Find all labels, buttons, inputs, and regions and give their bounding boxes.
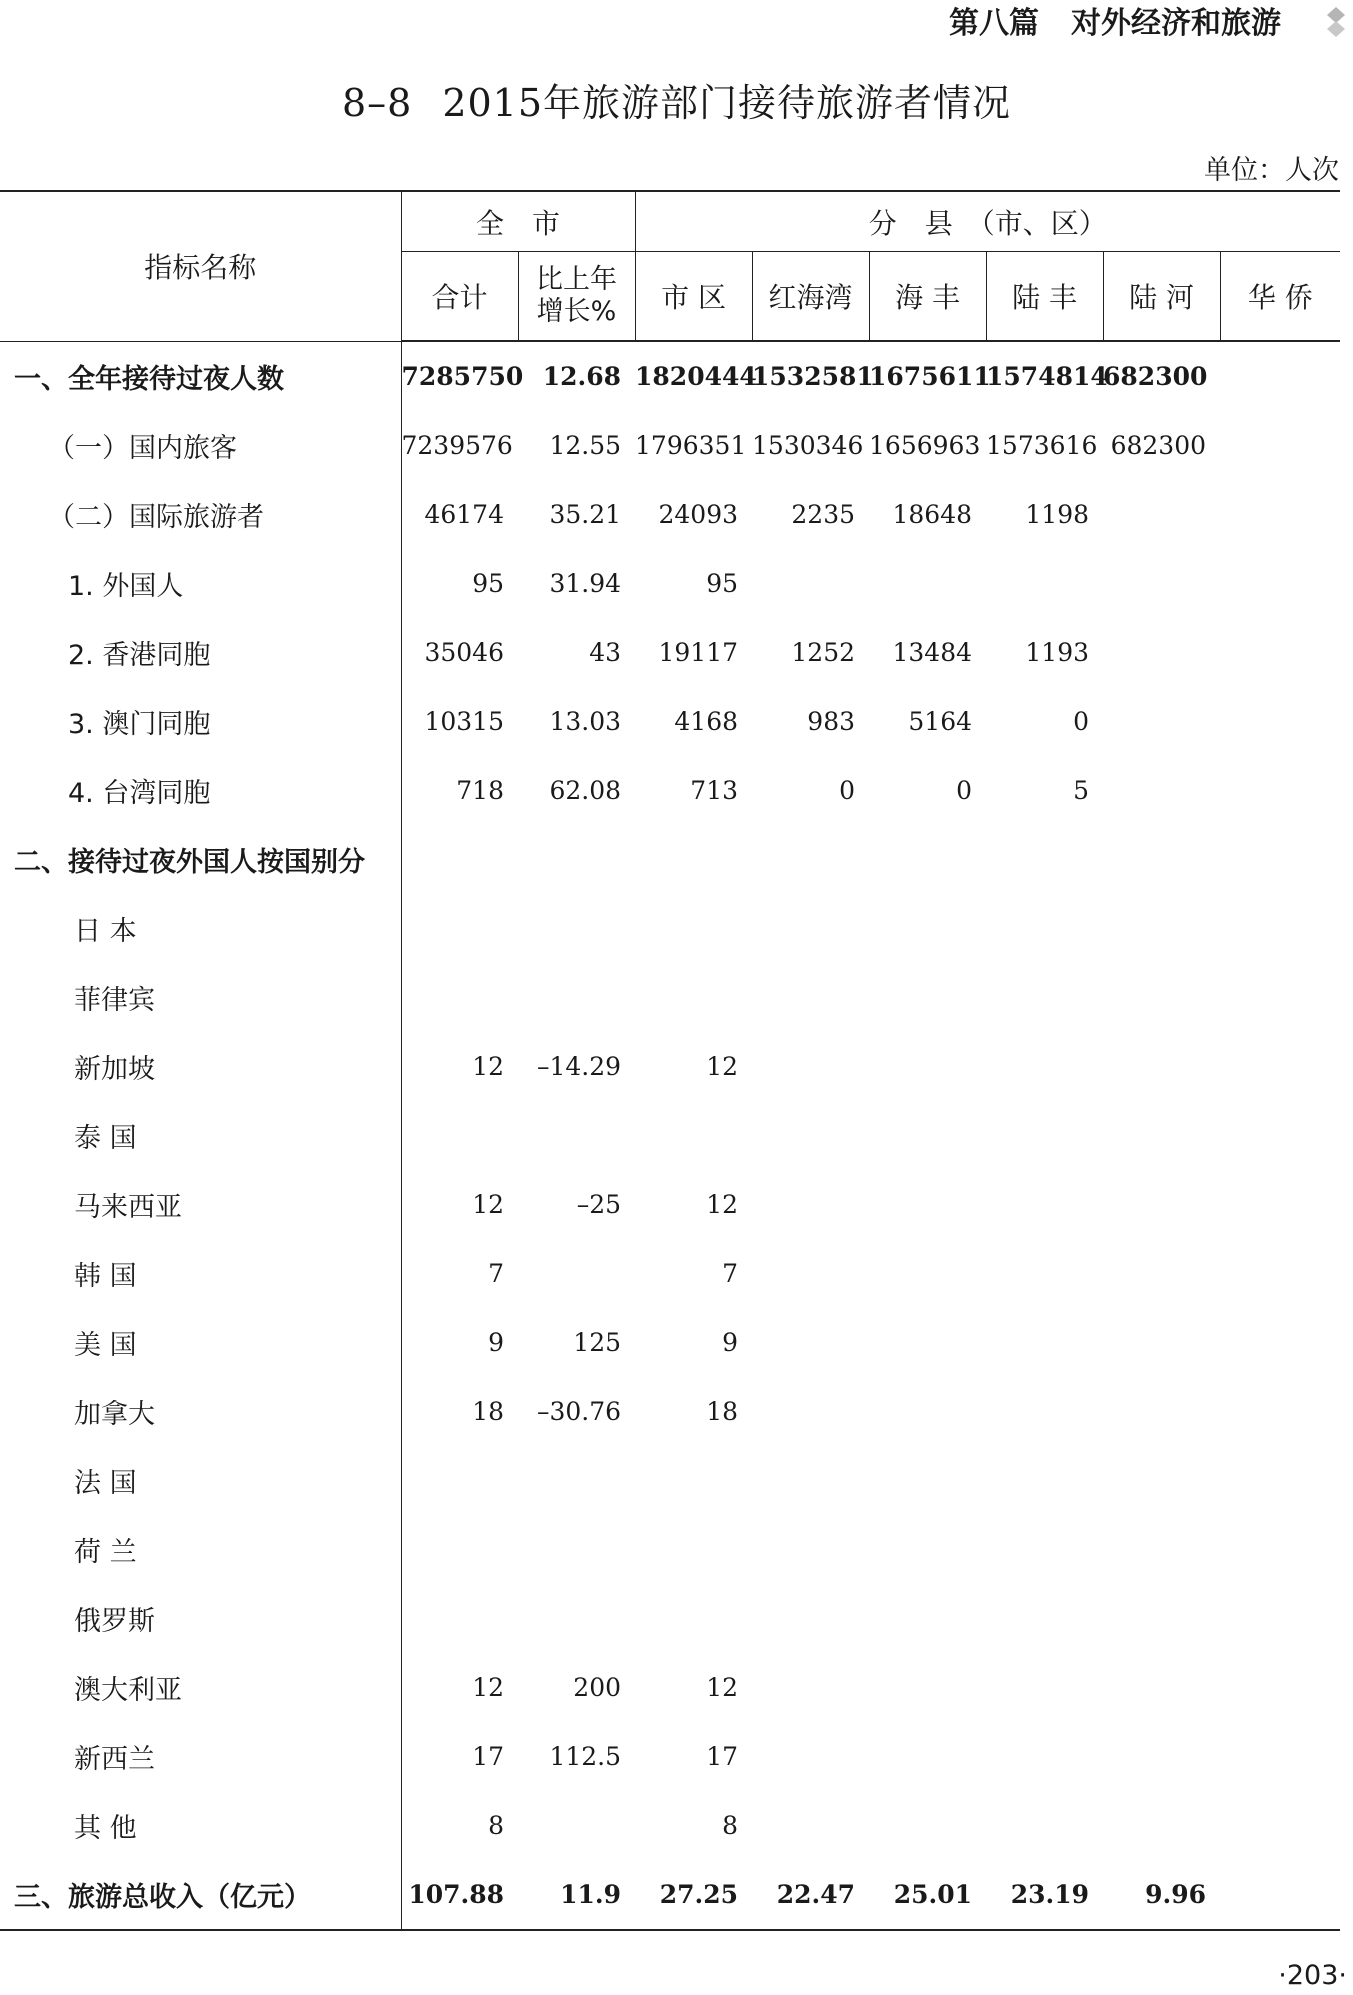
- table-cell: 1820444: [635, 362, 757, 391]
- table-cell: 31.94: [549, 569, 622, 598]
- table-cell: [1103, 618, 1220, 687]
- column-header: 红海湾: [752, 252, 869, 342]
- column-header: 比上年 增长%: [518, 252, 635, 342]
- table-cell: [1220, 963, 1340, 1032]
- table-cell: [752, 1101, 869, 1170]
- table-cell: [1103, 1446, 1220, 1515]
- table-row: [0, 1584, 1340, 1653]
- table-cell: 713: [690, 776, 739, 805]
- row-label: 俄罗斯: [0, 1584, 401, 1653]
- table-cell: 1530346: [752, 431, 864, 460]
- table-cell: [401, 894, 518, 963]
- table-row: [0, 825, 1340, 894]
- table-cell: 8: [722, 1811, 739, 1840]
- table-cell: [518, 1239, 635, 1308]
- table-cell: 5164: [908, 707, 973, 736]
- table-cell: [1220, 549, 1340, 618]
- row-label: 新西兰: [0, 1722, 401, 1791]
- table-cell: [869, 1239, 986, 1308]
- table-cell: [1103, 1308, 1220, 1377]
- table-cell: [869, 1446, 986, 1515]
- table-row: [0, 1239, 1340, 1308]
- table-cell: [518, 825, 635, 894]
- table-cell: [1220, 825, 1340, 894]
- table-cell: [986, 1170, 1103, 1239]
- table-row: [0, 894, 1340, 963]
- table-cell: [1220, 1653, 1340, 1722]
- table-cell: 19117: [658, 638, 739, 667]
- column-header: 陆 河: [1103, 252, 1220, 342]
- table-cell: [1103, 894, 1220, 963]
- table-cell: [1103, 1791, 1220, 1860]
- table-cell: [869, 825, 986, 894]
- row-label: 日 本: [0, 894, 401, 963]
- table-cell: [752, 1791, 869, 1860]
- row-label: 三、旅游总收入（亿元）: [0, 1860, 401, 1930]
- table-cell: [1220, 1101, 1340, 1170]
- table-cell: [1220, 480, 1340, 549]
- diamond-ornament-icon: [1323, 6, 1349, 38]
- table-cell: 112.5: [549, 1742, 622, 1771]
- part-label: 第八篇: [949, 6, 1039, 41]
- table-cell: [1220, 756, 1340, 825]
- table-cell: 62.08: [549, 776, 622, 805]
- table-cell: [986, 1377, 1103, 1446]
- table-cell: [752, 1239, 869, 1308]
- table-cell: [869, 1515, 986, 1584]
- row-label: 2. 香港同胞: [0, 618, 401, 687]
- row-label: 韩 国: [0, 1239, 401, 1308]
- table-cell: [986, 1101, 1103, 1170]
- row-label: 新加坡: [0, 1032, 401, 1101]
- table-cell: 7: [488, 1259, 504, 1288]
- table-cell: [986, 1446, 1103, 1515]
- table-cell: 718: [456, 776, 504, 805]
- column-header: 市 区: [635, 252, 752, 342]
- table-cell: [635, 1515, 752, 1584]
- row-label: 1. 外国人: [0, 549, 401, 618]
- table-cell: [1103, 1653, 1220, 1722]
- tourism-table: [0, 190, 1340, 1931]
- group-header-county: 分 县 （市、区）: [635, 191, 1340, 252]
- table-cell: [869, 1791, 986, 1860]
- table-cell: [635, 963, 752, 1032]
- table-row: [0, 1101, 1340, 1170]
- table-cell: 1252: [791, 638, 856, 667]
- table-cell: [1220, 894, 1340, 963]
- table-cell: [752, 549, 869, 618]
- table-cell: [1103, 480, 1220, 549]
- table-cell: –14.29: [536, 1052, 622, 1081]
- table-cell: [986, 1722, 1103, 1791]
- table-cell: [986, 1032, 1103, 1101]
- table-cell: 18: [706, 1397, 739, 1426]
- table-cell: [1103, 1170, 1220, 1239]
- unit-label: 单位：人次: [1204, 155, 1339, 186]
- table-cell: [752, 825, 869, 894]
- table-cell: 1573616: [986, 431, 1098, 460]
- table-cell: [752, 1170, 869, 1239]
- table-cell: [1220, 1791, 1340, 1860]
- row-label: 菲律宾: [0, 963, 401, 1032]
- table-row: [0, 341, 1340, 411]
- table-cell: [752, 1032, 869, 1101]
- table-cell: [986, 549, 1103, 618]
- table-cell: [752, 894, 869, 963]
- table-cell: [752, 1722, 869, 1791]
- table-cell: 12.55: [549, 431, 622, 460]
- table-cell: [869, 549, 986, 618]
- table-cell: [1103, 963, 1220, 1032]
- table-cell: [1220, 341, 1340, 411]
- table-cell: 12.68: [542, 362, 622, 391]
- table-cell: 46174: [424, 500, 504, 529]
- table-cell: [635, 1446, 752, 1515]
- table-cell: 1574814: [986, 362, 1108, 391]
- table-row: [0, 1308, 1340, 1377]
- row-label: （一）国内旅客: [0, 411, 401, 480]
- table-cell: 18: [472, 1397, 504, 1426]
- table-cell: 125: [573, 1328, 622, 1357]
- table-cell: [752, 1377, 869, 1446]
- table-cell: [869, 1653, 986, 1722]
- row-label: 马来西亚: [0, 1170, 401, 1239]
- table-cell: 17: [706, 1742, 739, 1771]
- table-cell: [518, 894, 635, 963]
- table-cell: [1103, 1584, 1220, 1653]
- table-cell: 1675611: [869, 362, 991, 391]
- table-cell: [986, 963, 1103, 1032]
- table-cell: [752, 963, 869, 1032]
- table-cell: 13484: [892, 638, 973, 667]
- table-cell: 12: [706, 1052, 739, 1081]
- row-label: （二）国际旅游者: [0, 480, 401, 549]
- table-cell: 9: [722, 1328, 739, 1357]
- table-cell: [518, 1446, 635, 1515]
- row-label: 法 国: [0, 1446, 401, 1515]
- row-header: 指标名称: [0, 191, 401, 341]
- table-row: [0, 549, 1340, 618]
- table-cell: 1796351: [635, 431, 747, 460]
- table-cell: 35046: [424, 638, 504, 667]
- table-cell: [869, 1101, 986, 1170]
- table-cell: [401, 1446, 518, 1515]
- table-row: [0, 963, 1340, 1032]
- table-cell: [752, 1515, 869, 1584]
- table-cell: [752, 1653, 869, 1722]
- row-label: 4. 台湾同胞: [0, 756, 401, 825]
- table-cell: [1103, 1239, 1220, 1308]
- table-cell: 35.21: [549, 500, 622, 529]
- row-label: 二、接待过夜外国人按国别分: [0, 825, 401, 894]
- table-cell: 107.88: [401, 1860, 518, 1930]
- table-cell: [1103, 1032, 1220, 1101]
- table-cell: [869, 1377, 986, 1446]
- table-cell: 10315: [424, 707, 504, 736]
- table-cell: 1193: [1025, 638, 1090, 667]
- table-cell: [1103, 825, 1220, 894]
- table-cell: [1103, 1377, 1220, 1446]
- table-cell: 25.01: [869, 1860, 986, 1930]
- table-cell: 0: [1073, 707, 1090, 736]
- table-cell: [635, 825, 752, 894]
- table-cell: [1220, 687, 1340, 756]
- table-cell: [635, 1584, 752, 1653]
- table-cell: [752, 1308, 869, 1377]
- table-cell: –30.76: [536, 1397, 622, 1426]
- table-cell: 22.47: [752, 1860, 869, 1930]
- table-cell: [1220, 1170, 1340, 1239]
- table-cell: 9: [488, 1328, 504, 1357]
- table-cell: [1220, 1446, 1340, 1515]
- section-label: 对外经济和旅游: [1071, 6, 1281, 41]
- table-cell: [1103, 1515, 1220, 1584]
- table-row: [0, 1170, 1340, 1239]
- table-cell: 12: [472, 1673, 504, 1702]
- table-cell: 27.25: [635, 1860, 752, 1930]
- table-cell: [1220, 1308, 1340, 1377]
- table-cell: [518, 1515, 635, 1584]
- table-cell: [1220, 1515, 1340, 1584]
- table-cell: [401, 1101, 518, 1170]
- table-cell: [401, 1515, 518, 1584]
- table-cell: 9.96: [1103, 1860, 1220, 1930]
- table-cell: [1103, 756, 1220, 825]
- row-label: 一、全年接待过夜人数: [0, 341, 401, 411]
- table-cell: [518, 1791, 635, 1860]
- table-cell: [869, 1584, 986, 1653]
- table-row: [0, 1860, 1340, 1930]
- table-cell: 1532581: [752, 362, 874, 391]
- table-cell: [518, 963, 635, 1032]
- table-cell: [986, 1791, 1103, 1860]
- table-row: [0, 480, 1340, 549]
- table-cell: 0: [839, 776, 856, 805]
- table-cell: –25: [576, 1190, 622, 1219]
- column-header: 合计: [401, 252, 518, 342]
- table-cell: [869, 1032, 986, 1101]
- table-cell: 682300: [1103, 362, 1208, 391]
- row-label: 泰 国: [0, 1101, 401, 1170]
- table-cell: [986, 1308, 1103, 1377]
- running-head: [949, 0, 1315, 40]
- table-cell: [1220, 1239, 1340, 1308]
- column-header: 华 侨: [1220, 252, 1340, 342]
- table-row: [0, 1791, 1340, 1860]
- column-header: 海 丰: [869, 252, 986, 342]
- table-cell: [1220, 1584, 1340, 1653]
- table-cell: 7: [722, 1259, 739, 1288]
- table-cell: 12: [706, 1673, 739, 1702]
- table-cell: [752, 1446, 869, 1515]
- table-cell: [518, 1101, 635, 1170]
- table-cell: [1220, 1377, 1340, 1446]
- table-cell: [1103, 1722, 1220, 1791]
- table-cell: [869, 1722, 986, 1791]
- column-header: 陆 丰: [986, 252, 1103, 342]
- table-cell: 23.19: [986, 1860, 1103, 1930]
- table-cell: 682300: [1110, 431, 1207, 460]
- table-cell: 95: [472, 569, 504, 598]
- table-cell: [518, 1584, 635, 1653]
- table-number: 8–8: [341, 81, 413, 125]
- table-cell: 0: [956, 776, 973, 805]
- table-cell: 5: [1073, 776, 1090, 805]
- table-cell: 12: [472, 1190, 504, 1219]
- row-label: 其 他: [0, 1791, 401, 1860]
- table-cell: [752, 1584, 869, 1653]
- table-cell: [1220, 1032, 1340, 1101]
- page-number: ·203·: [1278, 1960, 1347, 1991]
- table-row: [0, 1446, 1340, 1515]
- table-cell: [1103, 549, 1220, 618]
- table-cell: 11.9: [518, 1860, 635, 1930]
- table-cell: 7239576: [401, 431, 513, 460]
- group-header-city: 全 市: [401, 191, 635, 252]
- table-cell: [986, 1584, 1103, 1653]
- table-cell: [986, 1239, 1103, 1308]
- table-cell: [401, 963, 518, 1032]
- table-row: [0, 411, 1340, 480]
- table-cell: [869, 1308, 986, 1377]
- table-cell: 17: [472, 1742, 504, 1771]
- table-cell: [986, 1653, 1103, 1722]
- table-cell: [635, 894, 752, 963]
- row-label: 荷 兰: [0, 1515, 401, 1584]
- table-cell: [1103, 687, 1220, 756]
- page-title: [0, 72, 1353, 127]
- table-title: 2015年旅游部门接待旅游者情况: [442, 81, 1012, 125]
- table-row: [0, 1515, 1340, 1584]
- table-cell: [635, 1101, 752, 1170]
- table-row: [0, 1032, 1340, 1101]
- table-cell: 95: [706, 569, 739, 598]
- table-cell: 24093: [658, 500, 739, 529]
- table-row: [0, 687, 1340, 756]
- table-cell: 4168: [674, 707, 739, 736]
- table-cell: [1220, 1860, 1340, 1930]
- table-cell: 983: [807, 707, 856, 736]
- table-cell: [1220, 411, 1340, 480]
- table-cell: [401, 825, 518, 894]
- table-row: [0, 618, 1340, 687]
- table-cell: [1103, 1101, 1220, 1170]
- table-cell: [869, 894, 986, 963]
- table-cell: 1198: [1025, 500, 1090, 529]
- table-cell: 1656963: [869, 431, 981, 460]
- table-cell: [1220, 1722, 1340, 1791]
- table-cell: [869, 963, 986, 1032]
- table-row: [0, 756, 1340, 825]
- table-cell: 12: [472, 1052, 504, 1081]
- table-cell: [869, 1170, 986, 1239]
- row-label: 加拿大: [0, 1377, 401, 1446]
- table-row: [0, 1722, 1340, 1791]
- table-cell: 8: [488, 1811, 504, 1840]
- table-cell: [1220, 618, 1340, 687]
- table-cell: 13.03: [549, 707, 622, 736]
- table-row: [0, 1377, 1340, 1446]
- table-row: [0, 1653, 1340, 1722]
- row-label: 澳大利亚: [0, 1653, 401, 1722]
- table-cell: [986, 1515, 1103, 1584]
- table-cell: 7285750: [401, 362, 524, 391]
- table-cell: [986, 825, 1103, 894]
- table-cell: 2235: [791, 500, 856, 529]
- table-cell: 18648: [892, 500, 973, 529]
- row-label: 3. 澳门同胞: [0, 687, 401, 756]
- table-cell: 200: [573, 1673, 622, 1702]
- table-cell: 12: [706, 1190, 739, 1219]
- table-cell: [401, 1584, 518, 1653]
- table-cell: [986, 894, 1103, 963]
- row-label: 美 国: [0, 1308, 401, 1377]
- table-cell: 43: [589, 638, 622, 667]
